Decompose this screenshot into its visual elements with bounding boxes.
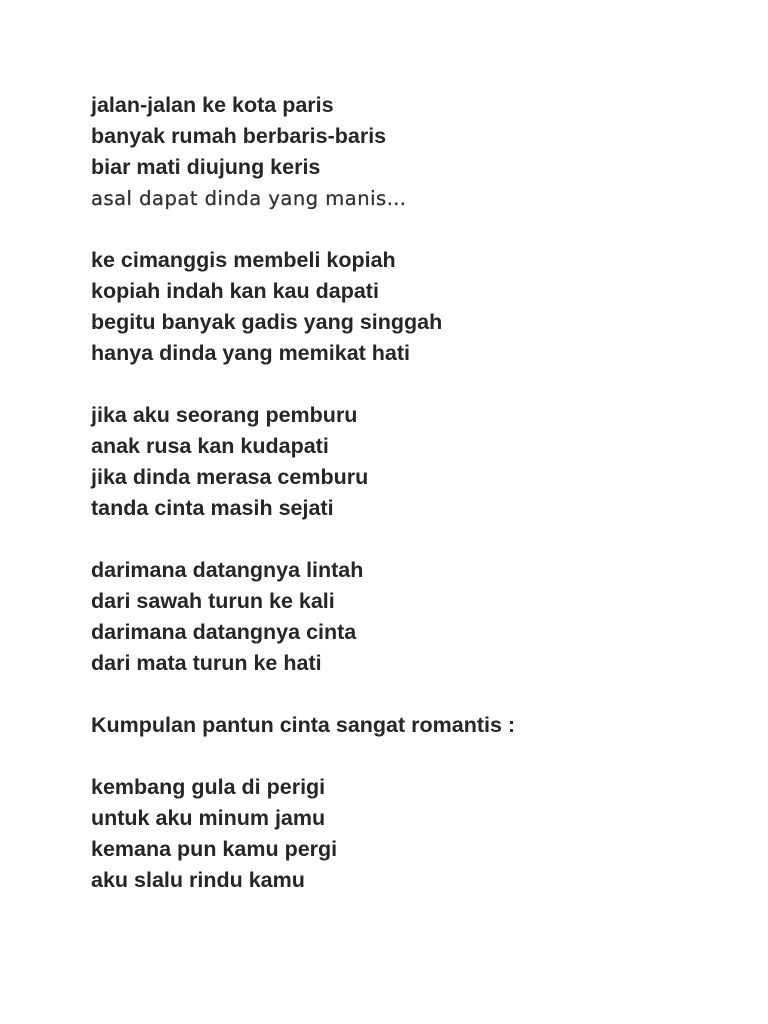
poem-line: dari mata turun ke hati <box>91 651 322 675</box>
poem-line: untuk aku minum jamu <box>91 806 326 830</box>
poem-line: jalan-jalan ke kota paris <box>91 93 334 117</box>
poem-line: kemana pun kamu pergi <box>91 837 338 861</box>
poem-line: anak rusa kan kudapati <box>91 434 329 458</box>
heading-line: Kumpulan pantun cinta sangat romantis : <box>91 713 516 737</box>
poem-line: hanya dinda yang memikat hati <box>91 341 411 365</box>
stanza-4 <box>91 555 731 679</box>
section-heading <box>91 710 731 741</box>
poem-line: kembang gula di perigi <box>91 775 326 799</box>
poem-line: jika dinda merasa cemburu <box>91 465 369 489</box>
stanza-3 <box>91 400 731 524</box>
poem-line: kopiah indah kan kau dapati <box>91 279 379 303</box>
poem-line: aku slalu rindu kamu <box>91 868 305 892</box>
poem-line: begitu banyak gadis yang singgah <box>91 310 443 334</box>
poem-line: asal dapat dinda yang manis… <box>91 187 407 210</box>
poem-line: tanda cinta masih sejati <box>91 496 334 520</box>
stanza-2 <box>91 245 731 369</box>
poem-line: darimana datangnya cinta <box>91 620 357 644</box>
poem-line: biar mati diujung keris <box>91 155 321 179</box>
poem-line: dari sawah turun ke kali <box>91 589 335 613</box>
poem-line: darimana datangnya lintah <box>91 558 364 582</box>
poem-text <box>91 90 731 927</box>
poem-line: ke cimanggis membeli kopiah <box>91 248 396 272</box>
stanza-5 <box>91 772 731 896</box>
stanza-1 <box>91 90 731 214</box>
poem-line: banyak rumah berbaris-baris <box>91 124 387 148</box>
poem-line: jika aku seorang pemburu <box>91 403 358 427</box>
